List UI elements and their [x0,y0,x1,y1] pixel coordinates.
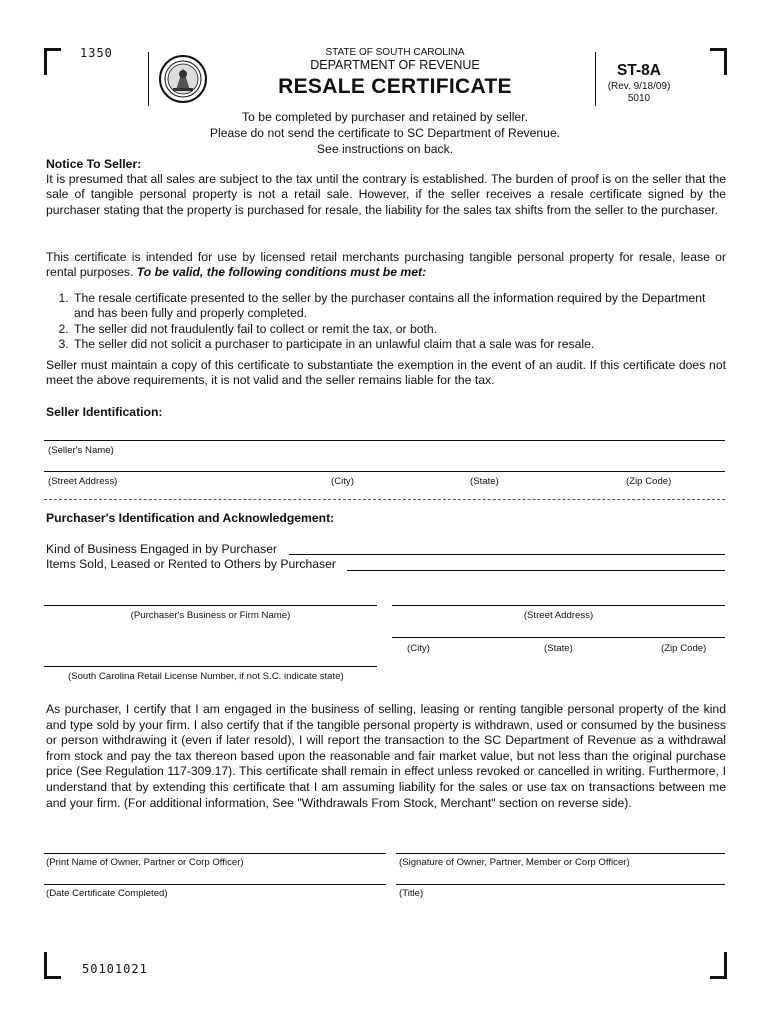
title-label: (Title) [399,888,424,899]
cut-line [44,499,725,500]
instruction-line: Please do not send the certificate to SC Department of Revenue. [209,125,561,140]
registration-mark-bottom-left [44,952,61,979]
instruction-line: To be completed by purchaser and retained by seller. [242,110,528,124]
date-completed-field[interactable] [44,884,386,885]
items-sold-label: Items Sold, Leased or Rented to Others by Purchaser [46,557,336,571]
purchaser-state-label: (State) [544,643,573,654]
retail-license-label: (South Carolina Retail License Number, if not S.C. indicate state) [68,671,344,682]
notice-paragraph-2-text: This certificate is intended for use by licensed retail merchants purchasing tangible personal property for resale, lease or rental purposes. [46,250,726,280]
seller-address-field[interactable] [44,471,725,472]
items-sold-field[interactable] [347,570,725,571]
condition-item: 2. The seller did not fraudulently fail to collect or remit the tax, or both. [72,322,712,337]
form-number-bottom: 50101021 [82,962,148,976]
purchaser-firm-label: (Purchaser's Business or Firm Name) [130,610,291,621]
title-field[interactable] [396,884,725,885]
condition-item: 3. The seller did not solicit a purchaser to participate in an unlawful claim that a sale was for resale. [72,337,712,352]
notice-paragraph-1: It is presumed that all sales are subject to the tax until the contrary is established. The burden of proof is on the seller that the sale of tangible personal property is not a retail sale. However, if the seller receives a resale certificate signed by the purchaser stating that the property is purchased for resale, the liability for the sales tax shifts from the seller to the purchaser. [46,172,726,217]
purchaser-city-label: (City) [407,643,430,654]
print-name-field[interactable] [44,853,386,854]
retail-license-field[interactable] [44,666,377,667]
purchaser-firm-field[interactable] [44,605,377,606]
purchaser-city-state-zip-field[interactable] [392,637,725,638]
seller-zip-label: (Zip Code) [626,476,672,487]
header-department: DEPARTMENT OF REVENUE [310,58,480,72]
form-code: 5010 [627,93,651,104]
date-completed-label: (Date Certificate Completed) [46,888,168,899]
state-seal-icon [158,54,208,104]
signature-field[interactable] [396,853,725,854]
form-title: RESALE CERTIFICATE [278,75,512,98]
business-kind-label: Kind of Business Engaged in by Purchaser [46,542,278,556]
purchaser-heading: Purchaser's Identification and Acknowledgement: [46,511,335,525]
business-kind-field[interactable] [289,554,725,555]
purchaser-street-label: (Street Address) [523,610,594,621]
seller-heading: Seller Identification: [46,405,163,419]
header-state: STATE OF SOUTH CAROLINA [325,47,465,58]
notice-paragraph-3: Seller must maintain a copy of this certificate to substantiate the exemption in the event of an audit. If this certificate does not meet the above requirements, it is not valid and the seller remains liable for the tax. [46,358,726,388]
instructions [110,110,660,157]
registration-mark-top-left [44,48,61,75]
condition-item: 1. The resale certificate presented to the seller by the purchaser contains all the information required by the Department and has been fully and properly completed. [72,291,712,322]
print-name-label: (Print Name of Owner, Partner or Corp Officer) [46,857,244,868]
registration-mark-bottom-right [710,952,727,979]
seller-name-field[interactable] [44,440,725,441]
validity-conditions-intro: To be valid, the following conditions must be met: [136,265,427,280]
seller-street-label: (Street Address) [48,476,118,487]
instruction-line: See instructions on back. [316,141,454,156]
notice-heading: Notice To Seller: [46,157,142,171]
seller-state-label: (State) [470,476,499,487]
seller-city-label: (City) [331,476,354,487]
form-id: ST-8A [617,62,661,79]
certification-text: As purchaser, I certify that I am engaged in the business of selling, leasing or renting tangible personal property of the kind and type sold by your firm. I also certify that if the tangible personal property is withdrawn, used or consumed by the business or person withdrawing it (even if later resold), I will report the transaction to the SC Department of Revenue as a withdrawal from stock and pay the tax thereon based upon the reasonable and fair market value, but not less than the original purchase price (See Regulation 117-309.17). This certificate shall remain in effect unless revoked or cancelled in writing. Furthermore, I understand that by extending this certificate that I am assuming liability for the sales or use tax on transactions between me and your firm. (For additional information, See "Withdrawals From Stock, Merchant" section on reverse side). [46,702,726,810]
registration-mark-top-right [710,48,727,75]
notice-paragraph-2 [46,250,726,281]
purchaser-zip-label: (Zip Code) [661,643,707,654]
purchaser-street-field[interactable] [392,605,725,606]
form-number-top: 1350 [80,46,113,60]
seller-name-label: (Seller's Name) [48,445,114,456]
signature-label: (Signature of Owner, Partner, Member or Corp Officer) [399,857,630,868]
conditions-list [32,291,712,353]
form-revision: (Rev. 9/18/09) [607,81,671,92]
